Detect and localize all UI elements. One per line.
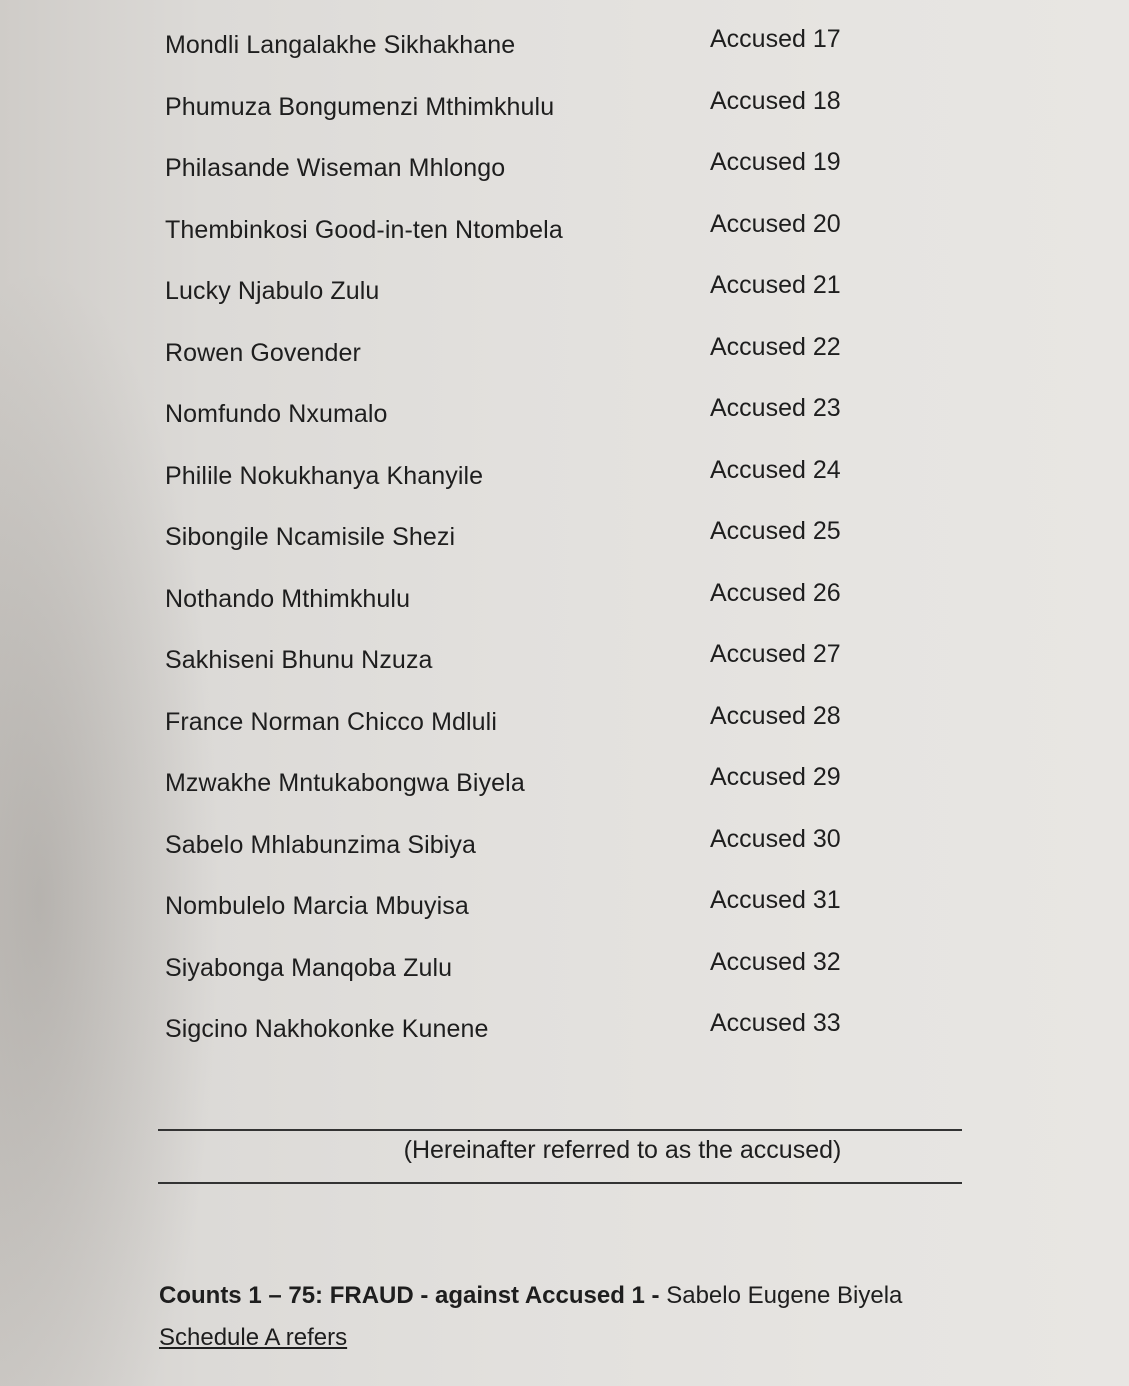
accused-number: Accused 28 [710,701,841,730]
referred-note-text: (Hereinafter referred to as the accused) [403,1136,842,1164]
referred-note [0,1136,1129,1165]
accused-name: France Norman Chicco Mdluli [165,707,497,736]
accused-number: Accused 18 [710,86,841,115]
accused-number: Accused 23 [710,394,841,422]
accused-name: Siyabonga Manqoba Zulu [165,953,453,982]
accused-name: Nothando Mthimkhulu [165,584,411,613]
accused-row [0,394,1129,437]
accused-number: Accused 30 [710,824,841,853]
accused-number: Accused 29 [710,763,841,791]
bottom-divider [158,1182,962,1184]
accused-number: Accused 31 [710,886,841,914]
top-divider [158,1129,962,1131]
accused-number: Accused 27 [710,640,841,668]
accused-number: Accused 33 [710,1009,841,1037]
accused-number: Accused 21 [710,271,841,299]
accused-name: Philile Nokukhanya Khanyile [165,461,484,490]
counts-person: Sabelo Eugene Biyela [659,1282,903,1309]
accused-number: Accused 17 [710,25,841,53]
accused-row [0,640,1129,683]
accused-row [0,455,1129,499]
accused-row [0,578,1129,622]
accused-row [0,332,1129,376]
accused-row [0,824,1129,868]
accused-name: Philasande Wiseman Mhlongo [165,154,506,182]
accused-number: Accused 22 [710,332,841,361]
accused-row [0,209,1129,253]
accused-name: Sigcino Nakhokonke Kunene [165,1015,489,1043]
accused-name: Thembinkosi Good-in-ten Ntombela [165,215,563,244]
accused-row [0,701,1129,745]
accused-name: Lucky Njabulo Zulu [165,277,380,305]
accused-row [0,886,1129,929]
accused-number: Accused 25 [710,517,841,545]
accused-name: Nombulelo Marcia Mbuyisa [165,892,469,920]
accused-name: Mondli Langalakhe Sikhakhane [165,31,516,59]
counts-line [159,1282,902,1310]
accused-number: Accused 20 [710,209,841,238]
accused-number: Accused 24 [710,455,841,484]
accused-name: Sakhiseni Bhunu Nzuza [165,646,433,674]
counts-heading: Counts 1 – 75: FRAUD - against Accused 1 - [159,1282,660,1309]
accused-number: Accused 26 [710,578,841,607]
accused-row [0,25,1129,68]
accused-row [0,271,1129,314]
accused-row [0,763,1129,806]
accused-row [0,517,1129,560]
accused-row [0,1009,1129,1052]
accused-number: Accused 19 [710,148,841,176]
accused-name: Phumuza Bongumenzi Mthimkhulu [165,92,555,121]
accused-name: Mzwakhe Mntukabongwa Biyela [165,769,525,797]
accused-name: Sibongile Ncamisile Shezi [165,523,456,551]
accused-row [0,148,1129,191]
accused-name: Sabelo Mhlabunzima Sibiya [165,830,477,859]
accused-row [0,947,1129,991]
accused-row [0,86,1129,130]
schedule-reference: Schedule A refers [159,1324,348,1351]
accused-number: Accused 32 [710,947,841,976]
accused-name: Nomfundo Nxumalo [165,400,388,428]
accused-name: Rowen Govender [165,338,361,367]
